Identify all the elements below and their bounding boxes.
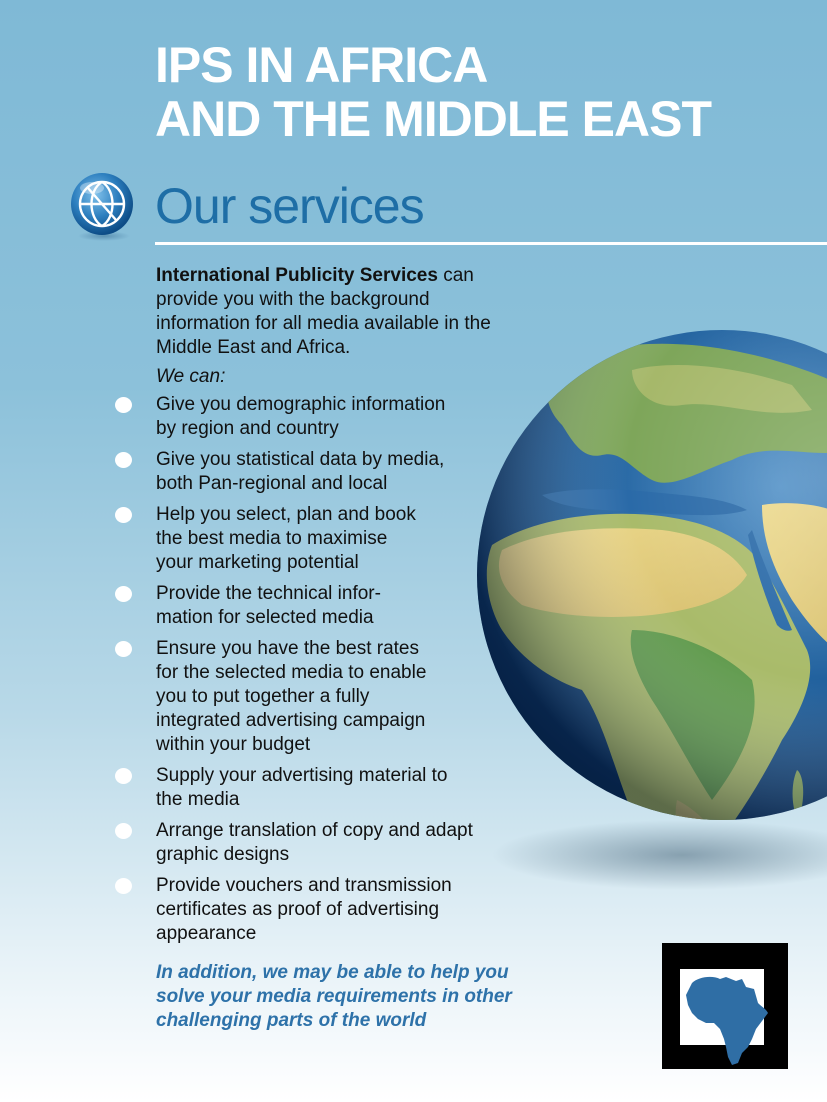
services-list — [0, 393, 520, 953]
title-line-1 — [155, 38, 711, 92]
list-item — [0, 637, 520, 757]
bullet-dot-icon — [115, 878, 132, 894]
bullet-dot-icon — [115, 823, 132, 839]
intro-paragraph — [156, 264, 516, 360]
title-line-2: AND THE MIDDLE EAST — [155, 91, 711, 147]
title-in-africa: IN AFRICA — [232, 37, 488, 93]
list-item — [0, 874, 520, 946]
heading-divider — [155, 242, 827, 245]
intro-text: can provide you with the background information for all media available in the Middle East and Africa. — [156, 265, 491, 358]
service-text: Give you statistical data by media, both Pan-regional and local — [156, 449, 445, 494]
service-text: Provide the technical infor- mation for selected media — [156, 583, 381, 628]
list-item — [0, 448, 520, 496]
bullet-dot-icon — [115, 452, 132, 468]
service-text: Supply your advertising material to the media — [156, 765, 448, 810]
bullet-dot-icon — [115, 397, 132, 413]
bullet-dot-icon — [115, 586, 132, 602]
section-heading: Our services — [155, 178, 424, 234]
bullet-dot-icon — [115, 768, 132, 784]
service-text: Provide vouchers and transmission certificates as proof of advertising appearance — [156, 875, 452, 944]
list-item — [0, 764, 520, 812]
globe-icon — [66, 170, 138, 242]
list-item — [0, 393, 520, 441]
service-text: Help you select, plan and book the best media to maximise your marketing potential — [156, 504, 416, 573]
title-ips: IPS — [155, 37, 233, 93]
service-text: Arrange translation of copy and adapt graphic designs — [156, 820, 473, 865]
africa-map-icon — [662, 943, 788, 1069]
list-item — [0, 819, 520, 867]
closing-statement: In addition, we may be able to help you solve your media requirements in other challenging parts of the world — [156, 962, 512, 1031]
bullet-dot-icon — [115, 507, 132, 523]
service-text: Ensure you have the best rates for the selected media to enable you to put together a fully integrated advertising campaign within your budget — [156, 638, 427, 755]
list-item — [0, 582, 520, 630]
company-name: International Publicity Services — [156, 265, 438, 286]
we-can-label: We can: — [156, 366, 226, 387]
page-title — [155, 38, 711, 146]
service-text: Give you demographic information by region and country — [156, 394, 446, 439]
list-item — [0, 503, 520, 575]
bullet-dot-icon — [115, 641, 132, 657]
